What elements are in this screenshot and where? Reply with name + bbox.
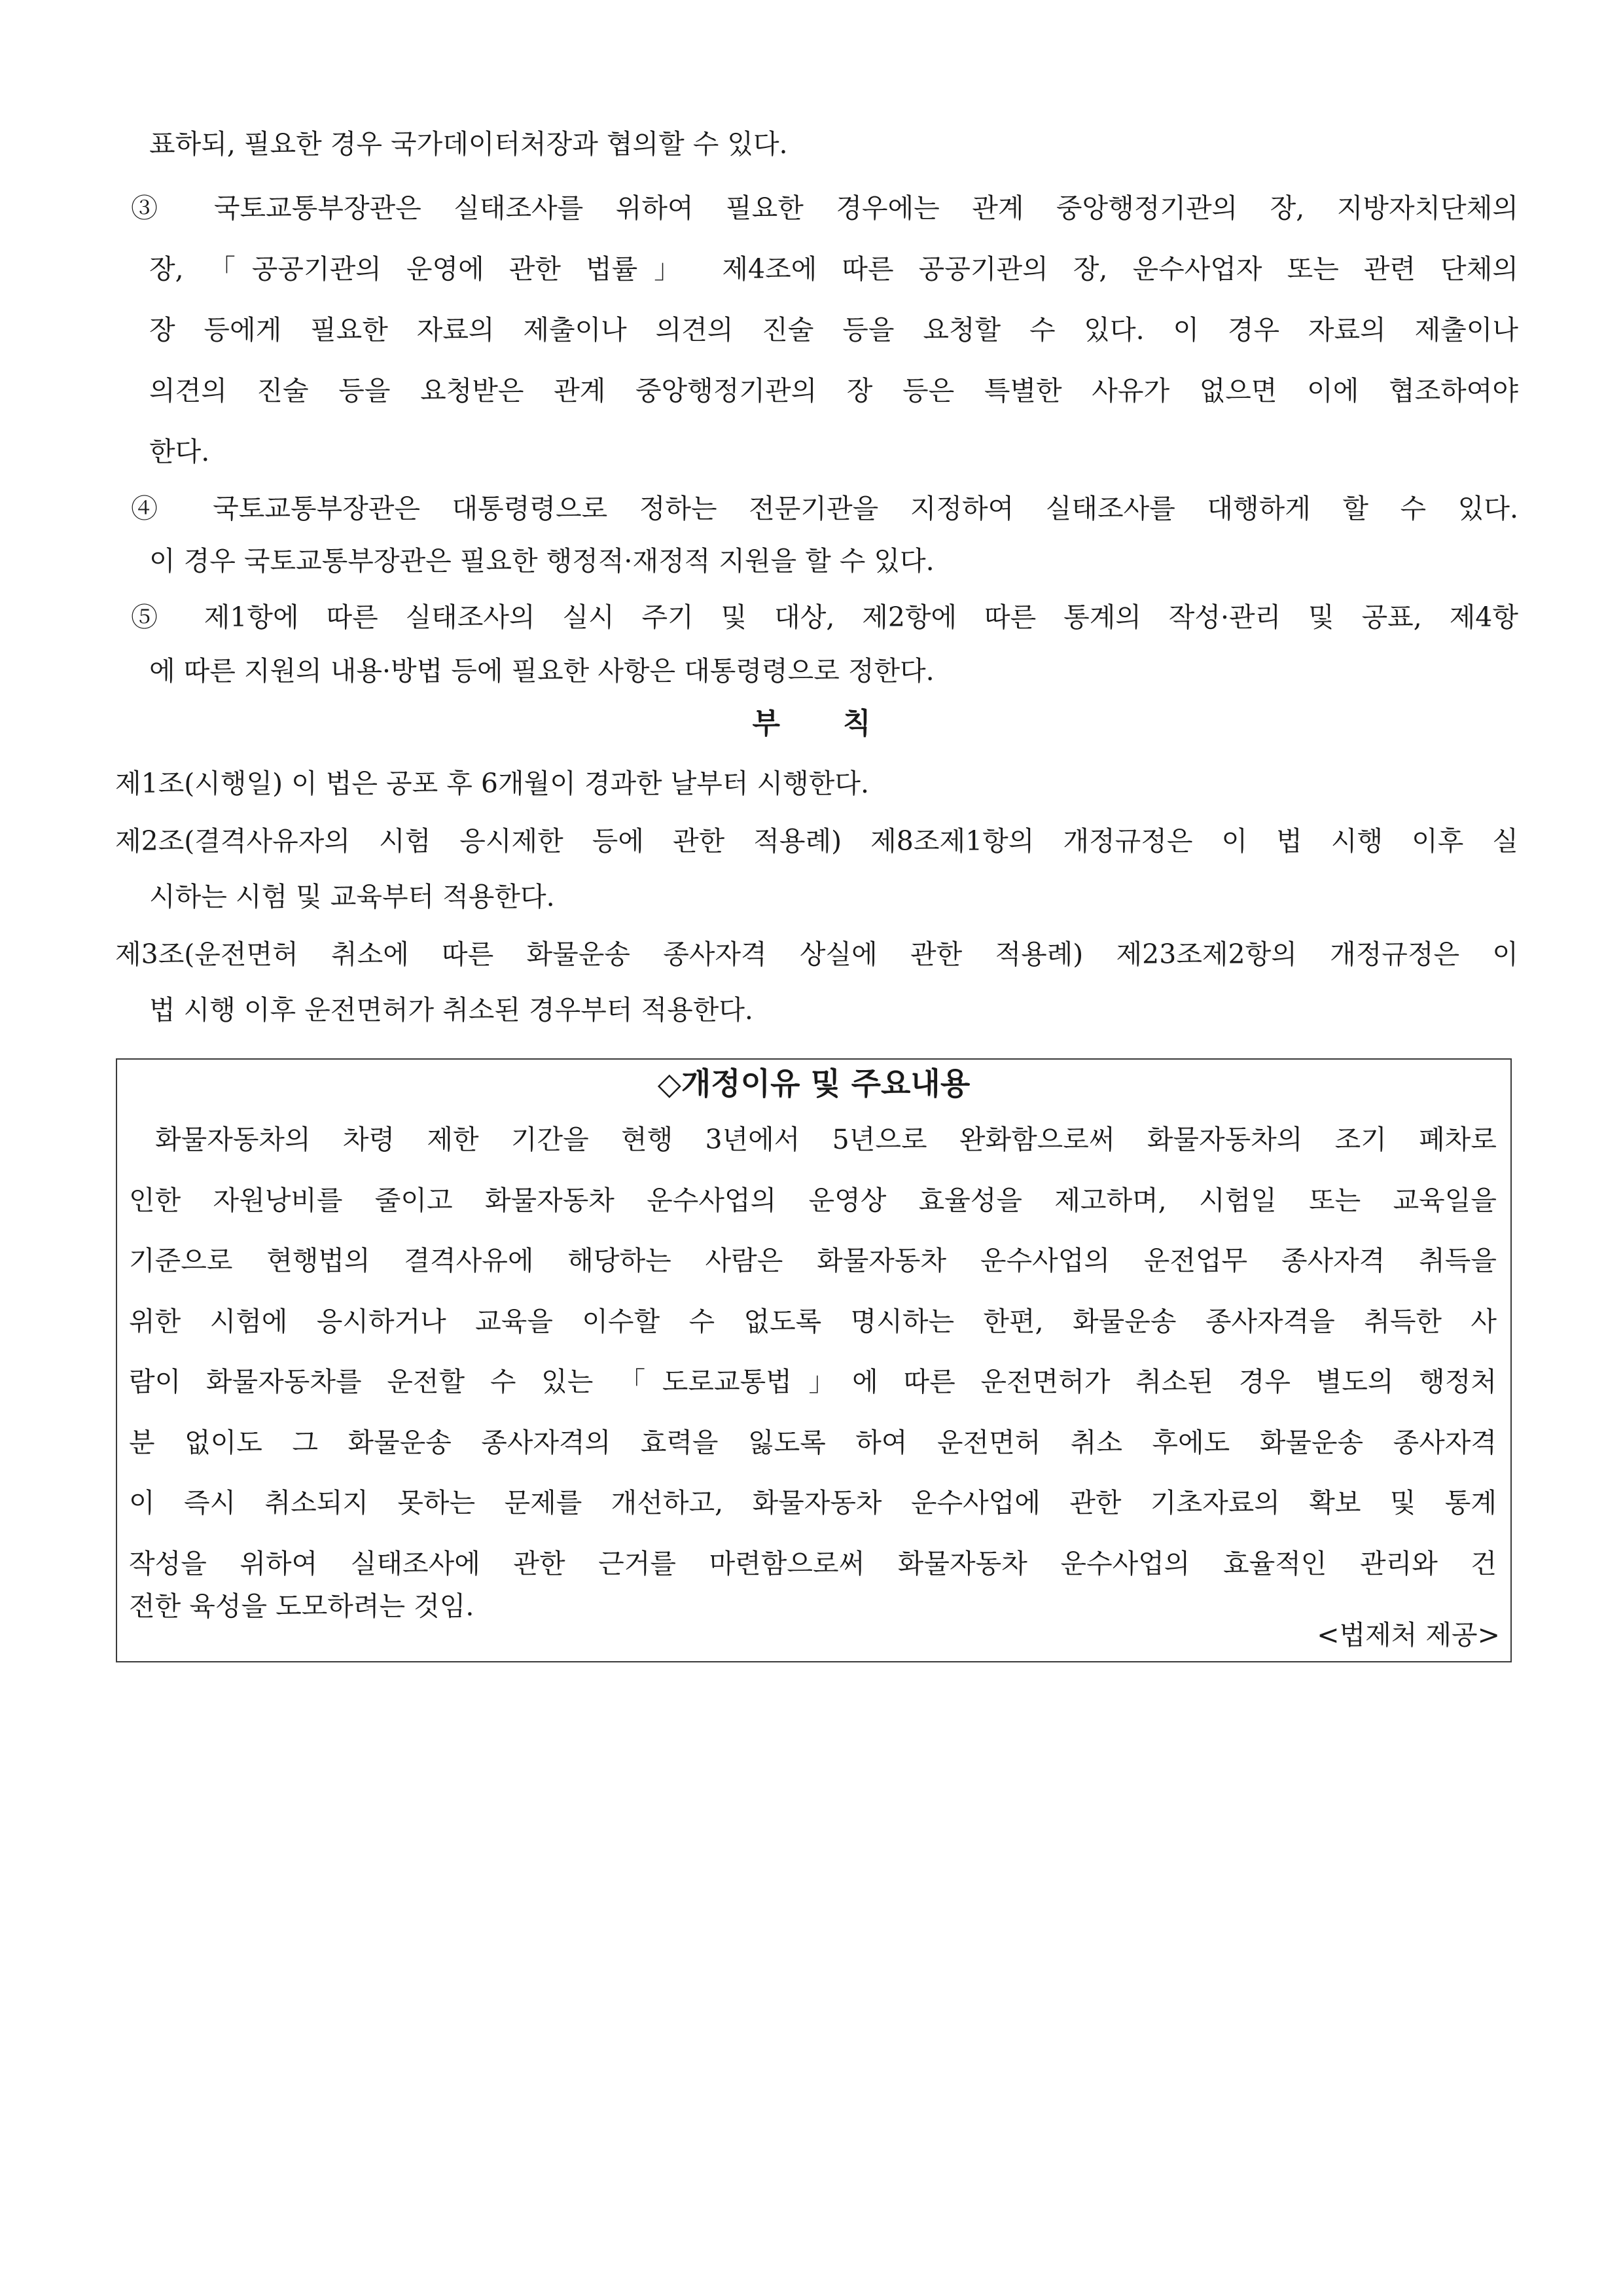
supplementary-line-2: 제2조(결격사유자의 시험 응시제한 등에 관한 적용례) 제8조제1항의 개정규정은 이 법 시행 이후 실 <box>115 825 1518 857</box>
supplementary-line-5: 법 시행 이후 운전면허가 취소된 경우부터 적용한다. <box>149 994 753 1026</box>
summary-credit: <법제처 제공> <box>1317 1619 1500 1651</box>
amendment-summary-box <box>116 1058 1512 1662</box>
summary-line-8: 작성을 위하여 실태조사에 관한 근거를 마련함으로써 화물자동차 운수사업의 효율적인 관리와 건 <box>129 1548 1497 1579</box>
body-line-1: 표하되, 필요한 경우 국가데이터처장과 협의할 수 있다. <box>149 128 788 160</box>
supplementary-heading: 부칙 <box>752 707 934 740</box>
body-line-4: 장 등에게 필요한 자료의 제출이나 의견의 진술 등을 요청할 수 있다. 이 경우 자료의 제출이나 <box>149 314 1518 346</box>
summary-line-2: 인한 자원낭비를 줄이고 화물자동차 운수사업의 운영상 효율성을 제고하며, 시험일 또는 교육일을 <box>129 1185 1497 1216</box>
body-line-9: ⑤ 제1항에 따른 실태조사의 실시 주기 및 대상, 제2항에 따른 통계의 작성·관리 및 공표, 제4항 <box>131 601 1518 633</box>
body-line-5: 의견의 진술 등을 요청받은 관계 중앙행정기관의 장 등은 특별한 사유가 없으면 이에 협조하여야 <box>149 375 1518 406</box>
body-line-3: 장, 「공공기관의 운영에 관한 법률」 제4조에 따른 공공기관의 장, 운수사업자 또는 관련 단체의 <box>149 253 1518 285</box>
supplementary-line-4: 제3조(운전면허 취소에 따른 화물운송 종사자격 상실에 관한 적용례) 제23조제2항의 개정규정은 이 <box>115 939 1518 970</box>
body-line-6: 한다. <box>149 436 210 467</box>
supplementary-line-1: 제1조(시행일) 이 법은 공포 후 6개월이 경과한 날부터 시행한다. <box>115 768 869 799</box>
body-line-8: 이 경우 국토교통부장관은 필요한 행정적·재정적 지원을 할 수 있다. <box>149 545 935 577</box>
summary-line-5: 람이 화물자동차를 운전할 수 있는 「도로교통법」에 따른 운전면허가 취소된 경우 별도의 행정처 <box>129 1366 1497 1397</box>
body-line-2: ③ 국토교통부장관은 실태조사를 위하여 필요한 경우에는 관계 중앙행정기관의 장, 지방자치단체의 <box>131 192 1518 224</box>
body-line-10: 에 따른 지원의 내용·방법 등에 필요한 사항은 대통령령으로 정한다. <box>149 655 935 687</box>
summary-line-9: 전한 육성을 도모하려는 것임. <box>129 1590 474 1622</box>
body-line-7: ④ 국토교통부장관은 대통령령으로 정하는 전문기관을 지정하여 실태조사를 대행하게 할 수 있다. <box>131 493 1518 524</box>
summary-line-7: 이 즉시 취소되지 못하는 문제를 개선하고, 화물자동차 운수사업에 관한 기초자료의 확보 및 통계 <box>129 1487 1497 1518</box>
summary-line-6: 분 없이도 그 화물운송 종사자격의 효력을 잃도록 하여 운전면허 취소 후에도 화물운송 종사자격 <box>129 1427 1497 1458</box>
supplementary-line-3: 시하는 시험 및 교육부터 적용한다. <box>149 881 555 912</box>
summary-line-3: 기준으로 현행법의 결격사유에 해당하는 사람은 화물자동차 운수사업의 운전업무 종사자격 취득을 <box>129 1245 1497 1276</box>
summary-line-4: 위한 시험에 응시하거나 교육을 이수할 수 없도록 명시하는 한편, 화물운송 종사자격을 취득한 사 <box>129 1306 1497 1337</box>
summary-box-title: ◇개정이유 및 주요내용 <box>657 1066 971 1102</box>
summary-line-1: 화물자동차의 차령 제한 기간을 현행 3년에서 5년으로 완화함으로써 화물자동차의 조기 폐차로 <box>155 1124 1497 1155</box>
